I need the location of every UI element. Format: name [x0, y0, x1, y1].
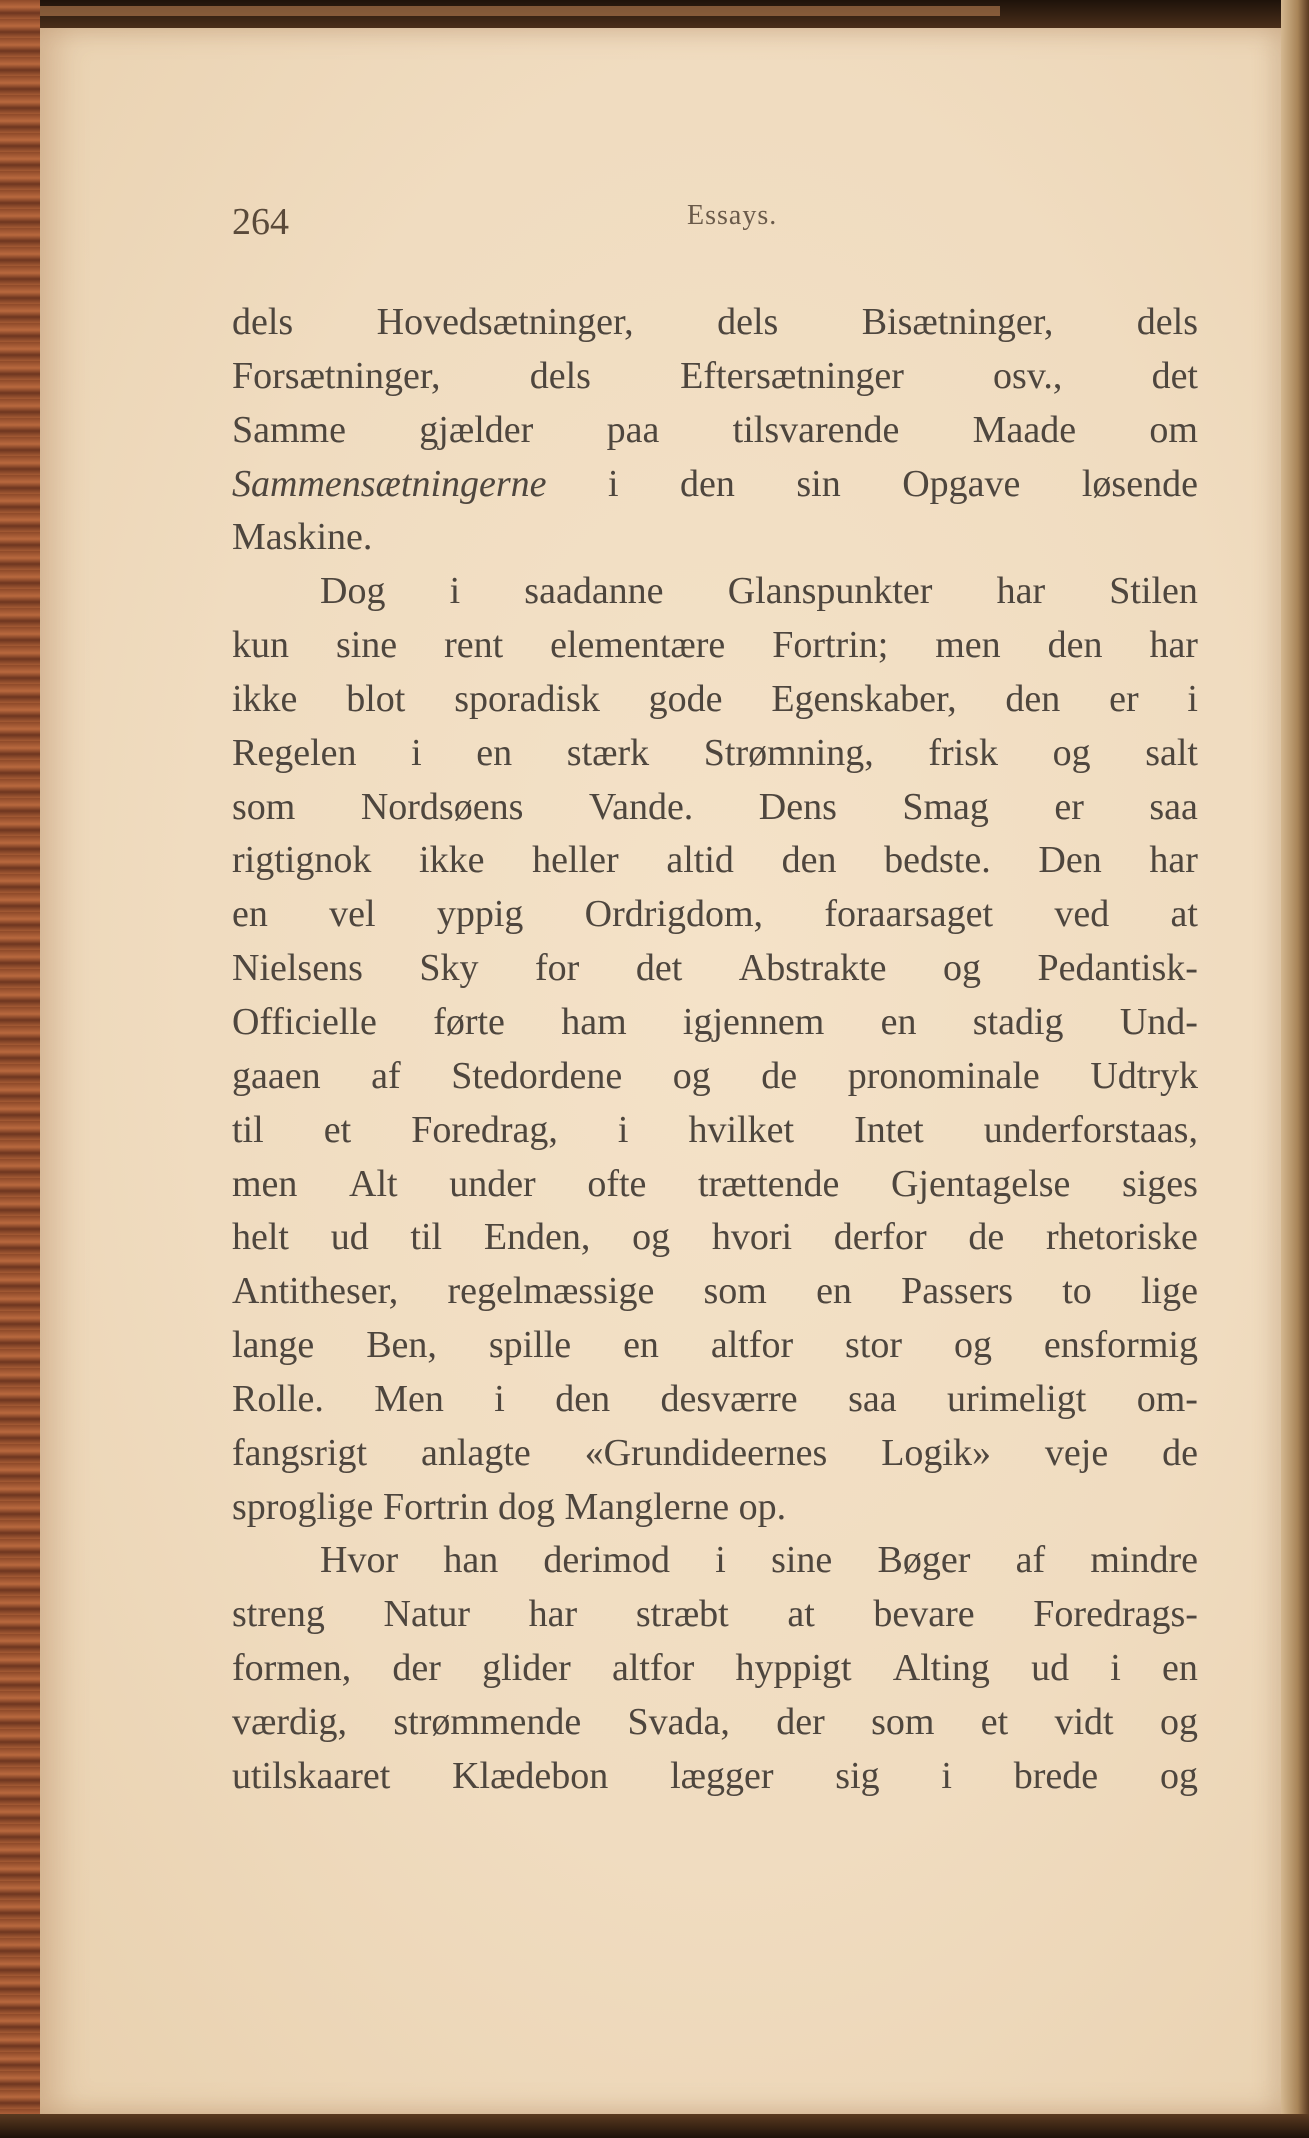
word: ensformig [1043, 1324, 1198, 1367]
word: Nielsens [232, 947, 363, 990]
word: rigtignok [232, 839, 372, 882]
word: Samme [232, 408, 346, 451]
text-line [232, 511, 1198, 565]
word: sine [771, 1539, 833, 1582]
page-number: 264 [232, 201, 289, 243]
word: Gjentagelse [890, 1162, 1071, 1205]
word: dels [1136, 301, 1198, 343]
word: det [1151, 354, 1198, 397]
word: under [449, 1162, 536, 1205]
word: regelmæssige [447, 1270, 655, 1313]
word: har [996, 570, 1046, 613]
word: paa [606, 408, 660, 451]
word: lægger [670, 1754, 774, 1797]
word: mindre [1090, 1539, 1198, 1582]
word: Abstrakte [738, 947, 887, 990]
word: siges [1121, 1162, 1198, 1205]
italic-word: Sammensætningerne [232, 462, 547, 505]
word: Hvor [320, 1539, 399, 1582]
word: tilsvarende [732, 408, 900, 451]
word: hvilket [688, 1108, 795, 1151]
word: som [703, 1270, 767, 1313]
text-line [232, 1104, 1198, 1158]
word: rent [444, 624, 504, 667]
word: hyppigt [735, 1647, 852, 1690]
word: to [1062, 1270, 1092, 1313]
word: salt [1145, 731, 1198, 774]
word: Pedantisk- [1037, 947, 1198, 990]
text-line [232, 1534, 1198, 1588]
word: altid [666, 839, 734, 882]
word: det [635, 947, 683, 990]
word: altfor [710, 1324, 794, 1367]
word: om [1149, 408, 1198, 451]
word: ved [1054, 893, 1110, 936]
word: sine [335, 624, 398, 667]
word: der [392, 1647, 441, 1690]
word: Klædebon [452, 1754, 609, 1797]
word: dels [717, 301, 779, 343]
word: hvori [711, 1216, 793, 1259]
word: Und- [1119, 1000, 1198, 1043]
word: har [1149, 624, 1198, 667]
word: Ben, [366, 1324, 437, 1367]
word: Maskine. [232, 516, 373, 559]
word: veje [1044, 1431, 1109, 1474]
word: et [323, 1108, 352, 1151]
word: dels [232, 301, 294, 343]
word: Dog [320, 570, 386, 613]
word: Passers [901, 1270, 1014, 1313]
word: saadanne [524, 570, 664, 613]
word: Rolle. [232, 1377, 324, 1420]
text-line [232, 1427, 1198, 1481]
text-line [232, 350, 1198, 404]
word: til [410, 1216, 443, 1259]
word: Strømning, [703, 731, 874, 774]
text-line [232, 942, 1198, 996]
text-line [232, 727, 1198, 781]
word: derimod [543, 1539, 671, 1582]
word: Enden, [483, 1216, 591, 1259]
word: og [943, 947, 981, 990]
word: har [1149, 839, 1198, 882]
word: Antitheser, [232, 1270, 399, 1313]
word: i [411, 731, 422, 774]
word: den [680, 462, 735, 505]
word: fangsrigt [232, 1431, 368, 1474]
word: gjælder [419, 408, 534, 451]
word: Fortrin; [772, 624, 889, 667]
word: Egenskaber, [771, 677, 957, 720]
word: pronominale [847, 1054, 1040, 1097]
word: den [1047, 624, 1103, 667]
text-line [232, 1211, 1198, 1265]
word: Bøger [877, 1539, 971, 1582]
word: en [816, 1270, 852, 1313]
word: saa [848, 1377, 897, 1420]
word: Regelen [232, 731, 357, 774]
word: Intet [854, 1108, 924, 1151]
word: glider [482, 1647, 571, 1690]
word: en [232, 893, 268, 936]
word: Officielle [232, 1000, 377, 1043]
word: Opgave [902, 462, 1021, 505]
word: Stedordene [451, 1054, 623, 1097]
word: kun [232, 624, 289, 667]
word: har [528, 1593, 578, 1636]
word: i [494, 1377, 505, 1420]
text-line [232, 1642, 1198, 1696]
word: sproglige [232, 1485, 374, 1528]
word: den [555, 1377, 611, 1420]
word: værdig, [232, 1700, 348, 1743]
word: Logik» [881, 1431, 991, 1474]
text-line [232, 1481, 1198, 1535]
word: som [232, 785, 296, 828]
word: førte [433, 1000, 505, 1043]
word: i [1110, 1647, 1121, 1690]
word: Hovedsætninger, [376, 301, 634, 343]
body-text [232, 296, 1198, 1804]
word: den [781, 839, 837, 882]
word: Foredrags- [1033, 1593, 1198, 1636]
word: er [1054, 785, 1084, 828]
page-header [232, 180, 1192, 243]
text-line [232, 1265, 1198, 1319]
text-line [232, 619, 1198, 673]
word: saa [1149, 785, 1198, 828]
word: utilskaaret [232, 1754, 391, 1797]
text-line [232, 888, 1198, 942]
word: Fortrin [382, 1485, 489, 1528]
text-line [232, 1319, 1198, 1373]
word: som [871, 1700, 935, 1743]
word: af [1015, 1539, 1046, 1582]
word: bedste. [884, 839, 991, 882]
word: stor [845, 1324, 903, 1367]
word: Eftersætninger [680, 354, 904, 397]
word: og [672, 1054, 711, 1097]
word: en [1162, 1647, 1198, 1690]
word: stadig [972, 1000, 1064, 1043]
word: op. [738, 1485, 787, 1528]
word: i [617, 1108, 629, 1151]
word: streng [232, 1593, 325, 1636]
word: i [1187, 677, 1198, 720]
word: af [371, 1054, 401, 1097]
word: gode [648, 677, 723, 720]
word: igjennem [682, 1000, 825, 1043]
text-line [232, 404, 1198, 458]
word: brede [1013, 1754, 1099, 1797]
word: «Grundideernes [584, 1431, 828, 1474]
word: en [623, 1324, 659, 1367]
book-bottom-edge [0, 2114, 1309, 2138]
text-line [232, 296, 1198, 350]
word: den [1005, 677, 1061, 720]
word: Nordsøens [360, 785, 524, 828]
word: underforstaas, [983, 1108, 1198, 1151]
word: og [632, 1216, 671, 1259]
word: løsende [1081, 462, 1198, 505]
word: Dens [758, 785, 837, 828]
word: i [941, 1754, 952, 1797]
word: osv., [993, 354, 1063, 397]
word: vel [329, 893, 376, 936]
word: lige [1140, 1270, 1198, 1313]
word: i [715, 1539, 726, 1582]
word: Stilen [1109, 570, 1198, 613]
word: ikke [419, 839, 485, 882]
word: i [608, 462, 619, 505]
word: Smag [902, 785, 989, 828]
word: Alt [349, 1162, 398, 1205]
word: bevare [873, 1593, 975, 1636]
word: ofte [587, 1162, 647, 1205]
word: Maade [972, 408, 1077, 451]
text-line [232, 1696, 1198, 1750]
word: Glanspunkter [727, 570, 933, 613]
text-line [232, 1750, 1198, 1804]
word: formen, [232, 1647, 352, 1690]
word: sin [796, 462, 841, 505]
text-line [232, 996, 1198, 1050]
word: Svada, [627, 1700, 730, 1743]
word: at [787, 1593, 815, 1636]
word: Den [1038, 839, 1102, 882]
word: vidt [1054, 1700, 1114, 1743]
word: Natur [383, 1593, 471, 1636]
word: stærk [566, 731, 650, 774]
word: helt [232, 1216, 289, 1259]
word: og [953, 1324, 992, 1367]
word: ham [561, 1000, 627, 1043]
word: trættende [697, 1162, 840, 1205]
word: ikke [232, 677, 298, 720]
word: foraarsaget [824, 893, 994, 936]
word: og [1159, 1754, 1198, 1797]
word: og [1159, 1700, 1198, 1743]
word: stræbt [635, 1593, 729, 1636]
text-line [232, 1373, 1198, 1427]
word: han [443, 1539, 499, 1582]
word: sig [835, 1754, 880, 1797]
text-line [232, 565, 1198, 619]
word: heller [532, 839, 619, 882]
word: Ordrigdom, [584, 893, 764, 936]
word: blot [346, 677, 406, 720]
word: om- [1136, 1377, 1198, 1420]
text-line [232, 458, 1198, 512]
word: Foredrag, [411, 1108, 558, 1151]
word: dels [529, 354, 591, 397]
word: men [935, 624, 1001, 667]
word: Bisætninger, [861, 301, 1054, 343]
word: er [1109, 677, 1139, 720]
word: til [232, 1108, 264, 1151]
word: sporadisk [454, 677, 600, 720]
word: ud [1031, 1647, 1070, 1690]
book-top-edge [0, 0, 1309, 28]
word: de [1162, 1431, 1198, 1474]
text-line [232, 781, 1198, 835]
word: gaaen [232, 1054, 321, 1097]
word: en [476, 731, 513, 774]
word: at [1170, 893, 1198, 936]
word: Udtryk [1090, 1054, 1198, 1097]
word: Forsætninger, [232, 354, 441, 397]
word: Manglerne [564, 1485, 730, 1528]
text-line [232, 834, 1198, 888]
word: ud [330, 1216, 369, 1259]
book-fore-edge [1281, 0, 1309, 2138]
word: Alting [892, 1647, 990, 1690]
word: anlagte [420, 1431, 531, 1474]
word: Sky [419, 947, 479, 990]
word: Men [374, 1377, 444, 1420]
book-spine-edge [0, 0, 40, 2138]
word: de [761, 1054, 798, 1097]
word: dog [498, 1485, 555, 1528]
text-line [232, 673, 1198, 727]
word: strømmende [393, 1700, 582, 1743]
word: for [535, 947, 580, 990]
word: Vande. [588, 785, 694, 828]
word: urimeligt [946, 1377, 1087, 1420]
word: derfor [833, 1216, 927, 1259]
word: en [880, 1000, 917, 1043]
word: lange [232, 1324, 315, 1367]
word: de [968, 1216, 1005, 1259]
word: spille [488, 1324, 572, 1367]
word: men [232, 1162, 298, 1205]
word: frisk [928, 731, 998, 774]
word: rhetoriske [1045, 1216, 1198, 1259]
word: yppig [436, 893, 524, 936]
word: i [449, 570, 461, 613]
word: og [1052, 731, 1091, 774]
running-head: Essays. [687, 200, 778, 231]
text-line [232, 1158, 1198, 1212]
word: der [776, 1700, 825, 1743]
word: elementære [550, 624, 726, 667]
word: desværre [660, 1377, 798, 1420]
word: et [980, 1700, 1009, 1743]
text-line [232, 1050, 1198, 1104]
text-line [232, 1588, 1198, 1642]
word: altfor [611, 1647, 695, 1690]
